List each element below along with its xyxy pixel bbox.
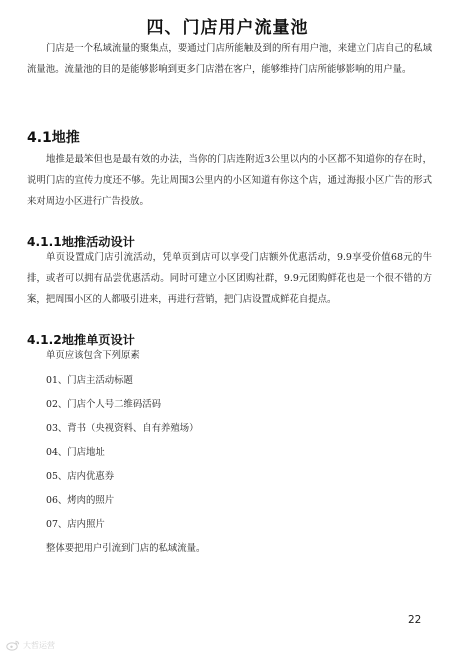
page-number: 22	[408, 614, 422, 626]
intro-paragraph: 门店是一个私域流量的聚集点，要通过门店所能触及到的所有用户池，来建立门店自己的私域流量池。流量池的目的是能够影响到更多门店潜在客户，能够维持门店所能够影响的用户量。	[27, 43, 432, 75]
weibo-logo-icon	[6, 639, 20, 651]
list-item: 01、门店主活动标题	[46, 375, 133, 386]
list-item: 05、店内优惠券	[46, 471, 115, 482]
page-title: 四、门店用户流量池	[146, 18, 309, 38]
watermark	[6, 638, 55, 652]
closing-paragraph: 整体要把用户引流到门店的私域流量。	[46, 543, 206, 554]
section-4-1-1-paragraph: 单页设置成门店引流活动，凭单页到店可以享受门店额外优惠活动，9.9享受价值68元的牛排，或者可以拥有品尝优惠活动。同时可建立小区团购社群，9.9元团购鲜花也是一个很不错的方案，把周围小区的人都吸引进来，再进行营销，把门店设置成鲜花自提点。	[27, 252, 432, 305]
list-intro-text: 单页应该包含下列原素	[46, 350, 140, 361]
list-item: 04、门店地址	[46, 447, 105, 458]
section-heading-4-1-2: 4.1.2地推单页设计	[27, 333, 135, 347]
list-item: 02、门店个人号二维码活码	[46, 399, 162, 410]
list-item: 03、背书（央视资料、自有养殖场）	[46, 423, 199, 434]
section-heading-4-1-1: 4.1.1地推活动设计	[27, 235, 135, 249]
watermark-text: 大哲运营	[23, 640, 55, 650]
element-list	[46, 369, 199, 537]
list-item: 07、店内照片	[46, 519, 105, 530]
section-4-1-paragraph: 地推是最笨但也是最有效的办法，当你的门店连附近3公里以内的小区都不知道你的存在时，说明门店的宣传力度还不够。先让周围3公里内的小区知道有你这个店，通过海报小区广告的形式来对周边小区进行广告投放。	[27, 154, 432, 207]
section-heading-4-1: 4.1地推	[27, 130, 80, 146]
list-item: 06、烤肉的照片	[46, 495, 115, 506]
